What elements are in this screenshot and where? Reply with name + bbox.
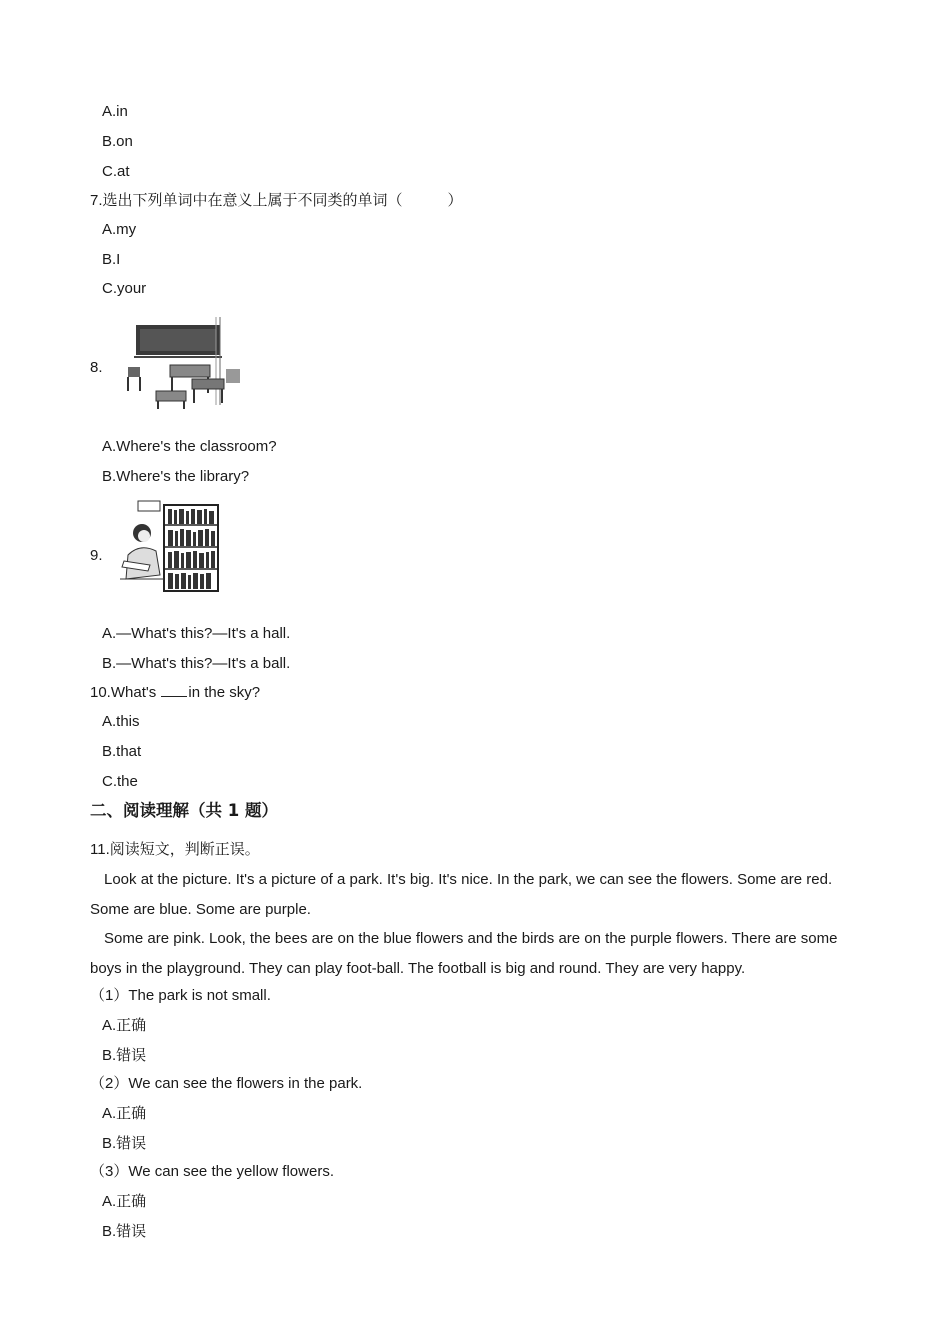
q10-option-a: A.this [102, 713, 140, 730]
q11-paragraph-2: Some are pink. Look, the bees are on the blue flowers and the birds are on the purple flowers. There are some boys in the playground. They can play foot-ball. The football is big and round. They are very happy. [90, 930, 838, 977]
q11-sub3-option-a: A.正确 [102, 1193, 147, 1210]
section-title: 二、阅读理解（共 1 题） [90, 801, 278, 820]
q11-sub1-option-a: A.正确 [102, 1017, 147, 1034]
q6-option-b: B.on [102, 133, 133, 150]
q10-stem-before: 10.What's [90, 684, 161, 701]
q10-blank [161, 683, 187, 697]
q11-paragraph-1: Look at the picture. It's a picture of a park. It's big. It's nice. In the park, we can see the flowers. Some are red. Some are blue. Some are purple. [90, 871, 833, 918]
q11-sub3-option-b: B.错误 [102, 1223, 147, 1240]
q11-sub2-option-a: A.正确 [102, 1105, 147, 1122]
q11-sub2-stem: （2）We can see the flowers in the park. [90, 1075, 363, 1092]
classroom-picture-icon [120, 315, 246, 411]
q8-option-b: B.Where's the library? [102, 468, 250, 485]
q6-option-a: A.in [102, 103, 128, 120]
q8-option-a: A.Where's the classroom? [102, 438, 277, 455]
q10-option-b: B.that [102, 743, 142, 760]
q9-option-b: B.—What's this?—It's a ball. [102, 655, 291, 672]
q11-sub2-option-b: B.错误 [102, 1135, 147, 1152]
q11-stem: 11.阅读短文，判断正误。 [90, 841, 260, 858]
q7-stem: 7.选出下列单词中在意义上属于不同类的单词（ ） [90, 192, 463, 209]
q10-stem [90, 683, 260, 703]
q11-sub1-stem: （1）The park is not small. [90, 987, 271, 1004]
q7-option-b: B.I [102, 251, 121, 268]
library-picture-icon [120, 495, 220, 593]
q7-option-c: C.your [102, 280, 147, 297]
q11-sub3-stem: （3）We can see the yellow flowers. [90, 1163, 334, 1180]
q9-option-a: A.—What's this?—It's a hall. [102, 625, 291, 642]
q11-sub1-option-b: B.错误 [102, 1047, 147, 1064]
q7-option-a: A.my [102, 221, 137, 238]
q10-stem-after: in the sky? [188, 684, 261, 701]
q10-option-c: C.the [102, 773, 138, 790]
q6-option-c: C.at [102, 163, 130, 180]
q8-number: 8. [90, 359, 103, 376]
q9-number: 9. [90, 547, 103, 564]
